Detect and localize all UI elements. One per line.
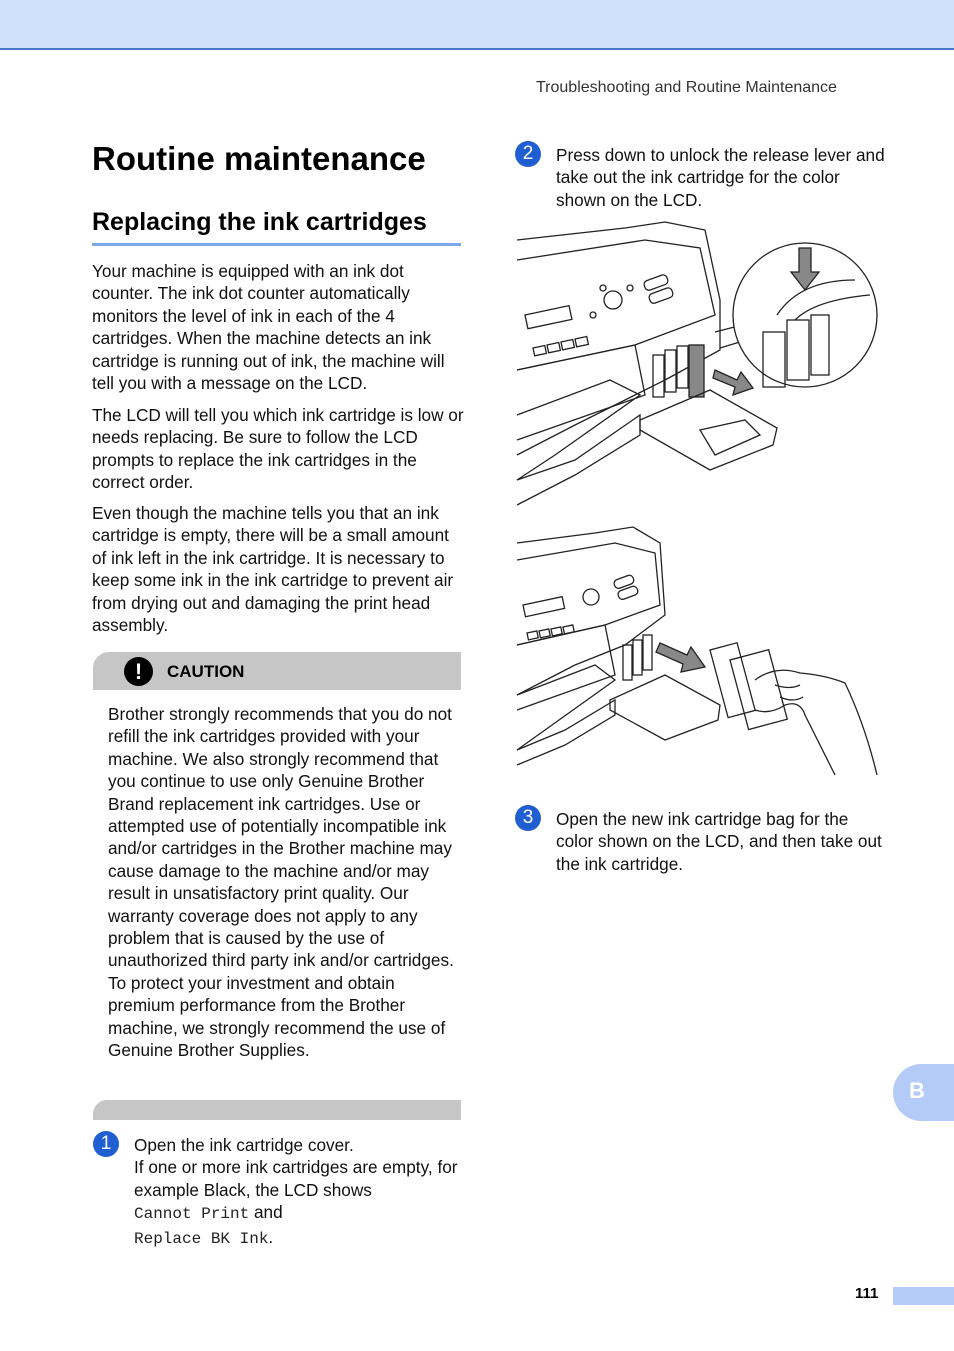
step-number-3: 3 bbox=[515, 805, 541, 831]
step-3-text: Open the new ink cartridge bag for the color shown on the LCD, and then take out the ink cartridge. bbox=[556, 809, 882, 874]
step-1-line-1: Open the ink cartridge cover. bbox=[134, 1135, 354, 1155]
lcd-message-cannot-print: Cannot Print bbox=[134, 1205, 250, 1224]
lcd-screen bbox=[523, 597, 565, 617]
paragraph-lcd-prompt: The LCD will tell you which ink cartridge is low or needs replacing. Be sure to follow the LCD prompts to replace the ink cartridges in the correct order. bbox=[92, 405, 464, 493]
chapter-tab-label: B bbox=[909, 1078, 925, 1103]
caution-header bbox=[93, 652, 461, 690]
figure-remove-cartridge bbox=[515, 220, 880, 510]
insert-arrow bbox=[656, 643, 705, 672]
chapter-tab bbox=[893, 1064, 954, 1121]
exclamation-icon: ! bbox=[124, 657, 153, 686]
printer-body-outline bbox=[517, 222, 720, 455]
page-number: 111 bbox=[855, 1285, 879, 1302]
step-1-line-2: If one or more ink cartridges are empty, for example Black, the LCD shows bbox=[134, 1157, 458, 1200]
caution-text: Brother strongly recommends that you do not refill the ink cartridges provided with your machine. We also strongly recommend that you continue to use only Genuine Brother Brand replacement ink cartridges. Use or attempted use of potentially incompatible ink and/or cartridges in the Brother machine may cause damage to the machine and/or may result in unsatisfactory print quality. Our warranty coverage does not apply to any problem that is caused by the use of unauthorized third party ink and/or cartridges. To protect your investment and obtain premium performance from the Brother machine, we strongly recommend the use of Genuine Brother Supplies. bbox=[108, 704, 454, 1061]
cartridge-slot-2 bbox=[633, 640, 642, 675]
nav-button bbox=[604, 291, 622, 309]
caution-label: CAUTION bbox=[167, 662, 245, 681]
cartridge-slot-3 bbox=[677, 346, 688, 388]
step-2-text: Press down to unlock the release lever and take out the ink cartridge for the color shown on the LCD. bbox=[556, 145, 885, 210]
step-1-joiner: and bbox=[249, 1202, 283, 1223]
step-1-line-4 bbox=[134, 1226, 464, 1250]
step-1-text bbox=[134, 1134, 464, 1250]
printer-top-panel bbox=[517, 240, 715, 370]
cartridge-slot-1 bbox=[653, 355, 664, 397]
page-number-bar bbox=[893, 1287, 954, 1305]
step-number-2: 2 bbox=[515, 141, 541, 167]
printer-top-panel bbox=[517, 543, 660, 645]
paper-tray bbox=[517, 380, 640, 480]
lcd-screen bbox=[525, 306, 572, 329]
paragraph-remaining-ink: Even though the machine tells you that an ink cartridge is empty, there will be a small amount of ink left in the ink cartridge. It is necessary to keep some ink in the ink cartridge to prevent air from drying out and damaging the print head assembly. bbox=[92, 503, 454, 636]
paper-tray bbox=[517, 665, 615, 750]
new-cartridge bbox=[710, 643, 755, 718]
header-band bbox=[0, 0, 954, 50]
step-number-1: 1 bbox=[93, 1131, 119, 1157]
printer-front bbox=[517, 625, 615, 710]
cartridge-slot-3 bbox=[643, 635, 652, 670]
section-title: Routine maintenance bbox=[92, 140, 426, 177]
cartridge-slot-1 bbox=[623, 645, 632, 680]
lcd-message-replace-bk-ink: Replace BK Ink bbox=[134, 1229, 269, 1248]
caution-footer-bar bbox=[93, 1100, 461, 1120]
black-cartridge bbox=[689, 345, 704, 397]
step-1-line-3 bbox=[134, 1201, 464, 1225]
pull-arrow bbox=[713, 370, 753, 395]
section-subtitle: Replacing the ink cartridges bbox=[92, 208, 461, 246]
printer-front bbox=[517, 345, 645, 440]
cartridge-cover-open bbox=[610, 675, 720, 740]
figure-hand-cartridge bbox=[515, 525, 880, 785]
running-header: Troubleshooting and Routine Maintenance bbox=[536, 79, 837, 96]
cartridge-cover-open bbox=[640, 390, 777, 470]
cartridge-slot-2 bbox=[665, 350, 676, 392]
step-1-end: . bbox=[268, 1226, 274, 1247]
paragraph-ink-counter: Your machine is equipped with an ink dot counter. The ink dot counter automatically monitors the level of ink in each of the 4 cartridges. When the machine detects an ink cartridge is running out of ink, the machine will tell you with a message on the LCD. bbox=[92, 261, 445, 394]
nav-button bbox=[583, 589, 599, 605]
